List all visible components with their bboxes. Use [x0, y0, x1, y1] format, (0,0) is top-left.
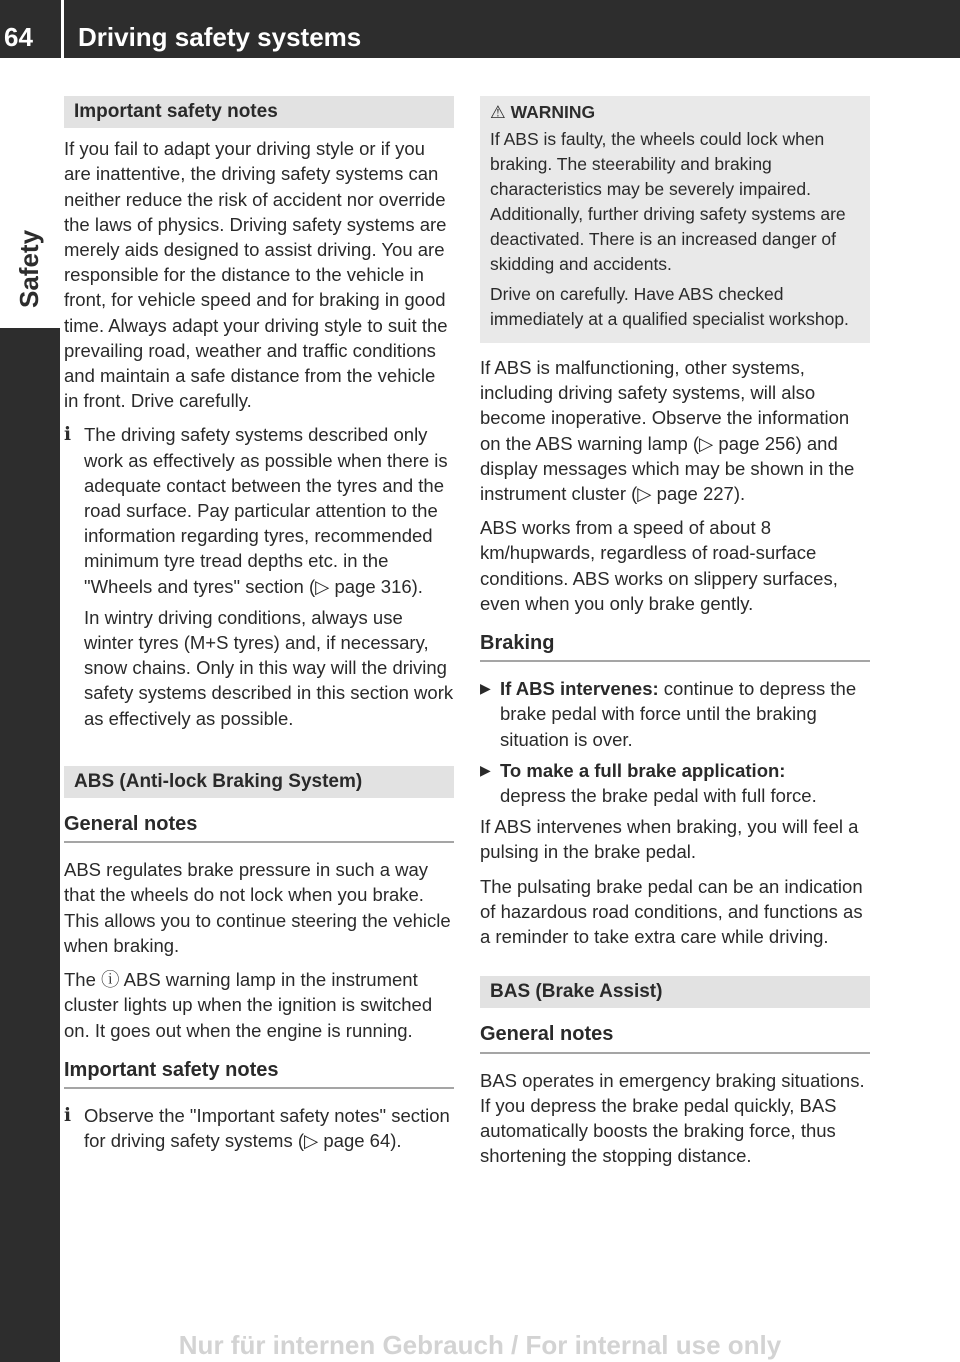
warning-title: WARNING	[510, 102, 596, 122]
bas-paragraph: BAS operates in emergency braking situations. If you depress the brake pedal quickly, BAS automatically boosts the braking force, thus shortening the stopping distance.	[480, 1069, 865, 1167]
abs-speed-paragraph: ABS works from a speed of about 8 km/hupwards, regardless of road-surface conditions. ABS works on slippery surfaces, even when you only brake gently.	[480, 517, 838, 614]
info-note-text: The driving safety systems described only work as effectively as possible when there is adequate contact between the tyres and the road surface. Pay particular attention to the information regarding tyres, recommended minimum tyre tread depths etc. in the "Wheels and tyres" section (▷ page 316).	[84, 424, 448, 597]
abs-warning-lamp-paragraph: The ⓘ ABS warning lamp in the instrument cluster lights up when the ignition is switched on. It goes out when the engine is running.	[64, 969, 433, 1041]
safety-paragraph: If you fail to adapt your driving style or if you are inattentive, the driving safety systems can neither reduce the risk of accident nor override the laws of physics. Driving safety systems are merely aids designed to assist driving. You are responsible for the distance to the vehicle in front, for vehicle speed and for braking in good time. Always adapt your driving style to suit the prevailing road, weather and traffic conditions and maintain a safe distance from the vehicle in front. Drive carefully.	[64, 138, 448, 412]
step-arrow-icon: ▶	[480, 680, 491, 697]
warning-header	[490, 100, 860, 125]
step-arrow-icon: ▶	[480, 761, 491, 778]
subheading-important-safety-notes: Important safety notes	[64, 1052, 454, 1089]
step-text: depress the brake pedal with full force.	[500, 785, 817, 807]
heading-bas: BAS (Brake Assist)	[480, 976, 870, 1008]
header-divider	[61, 0, 64, 58]
section-label: Safety	[14, 229, 44, 308]
warning-text: If ABS is faulty, the wheels could lock when braking. The steerability and braking characteristics may be severely impaired. Additionally, further driving safety systems are deactivated. There is an increased danger of skidding and accidents.	[490, 129, 846, 274]
info-note-tyres	[64, 422, 454, 730]
subheading-braking: Braking	[480, 625, 870, 662]
spacer	[480, 958, 870, 976]
step-label: To make a full brake application:	[500, 759, 786, 781]
step-abs-intervenes	[480, 676, 870, 752]
info-icon: i	[64, 424, 72, 446]
step-label: If ABS intervenes:	[500, 678, 659, 700]
subheading-bas-general-notes: General notes	[480, 1016, 870, 1053]
warning-box	[480, 96, 870, 343]
step-text: continue to depress the brake pedal with force until the braking situation is over.	[500, 678, 857, 750]
step-full-brake	[480, 758, 870, 808]
watermark-footer: Nur für internen Gebrauch / For internal use only	[178, 1330, 782, 1360]
spacer	[64, 740, 454, 766]
page-title: Driving safety systems	[78, 22, 362, 52]
abs-pulsing-paragraph: If ABS intervenes when braking, you will feel a pulsing in the brake pedal.	[480, 816, 859, 863]
left-column	[64, 96, 454, 1162]
abs-malfunction-paragraph: If ABS is malfunctioning, other systems, including driving safety systems, will also become inoperative. Observe the information on the ABS warning lamp (▷ page 256) and display messages which may be shown in the instrument cluster (▷ page 227).	[480, 357, 855, 505]
info-note-text: Observe the "Important safety notes" section for driving safety systems (▷ page 64).	[84, 1104, 450, 1152]
section-sidebar	[0, 58, 60, 1362]
info-note-text-winter: In wintry driving conditions, always use winter tyres (M+S tyres) and, if necessary, snow chains. Only in this way will the driving safety systems described in this section work as effectively as possible.	[84, 606, 454, 729]
abs-paragraph: ABS regulates brake pressure in such a way that the wheels do not lock when you brake. This allows you to continue steering the vehicle when braking.	[64, 859, 451, 956]
info-icon: i	[64, 1104, 72, 1126]
page-number: 64	[4, 22, 33, 52]
warning-text-action: Drive on carefully. Have ABS checked immediately at a qualified specialist workshop.	[490, 284, 849, 329]
heading-important-safety-notes: Important safety notes	[64, 96, 454, 128]
right-column	[480, 96, 870, 1177]
heading-abs: ABS (Anti-lock Braking System)	[64, 766, 454, 798]
pulsating-pedal-paragraph: The pulsating brake pedal can be an indication of hazardous road conditions, and functions as a reminder to take extra care while driving.	[480, 875, 863, 948]
warning-triangle-icon: ⚠	[490, 102, 506, 122]
subheading-general-notes: General notes	[64, 806, 454, 843]
info-note-safety	[64, 1103, 454, 1153]
page-header	[0, 0, 960, 58]
